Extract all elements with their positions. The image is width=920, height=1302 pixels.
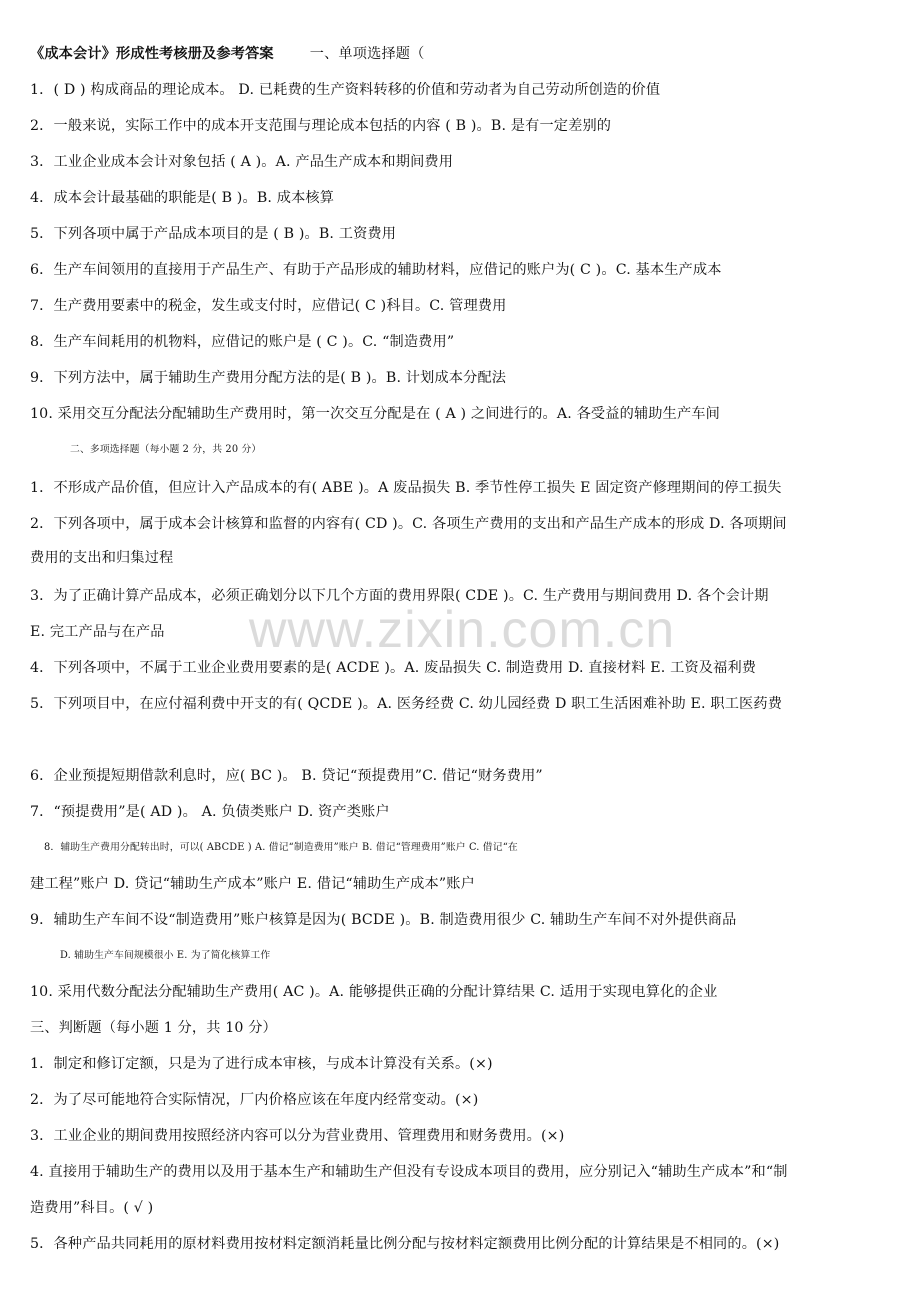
text-line: 5．下列项目中，在应付福利费中开支的有( QCDE )。A. 医务经费 C. 幼儿园经费 D 职工生活困难补助 E. 职工医药费 bbox=[30, 696, 783, 712]
text-line: 2．下列各项中，属于成本会计核算和监督的内容有( CD )。C. 各项生产费用的支出和产品生产成本的形成 D. 各项期间 bbox=[30, 516, 787, 532]
text-line: 6．生产车间领用的直接用于产品生产、有助于产品形成的辅助材料，应借记的账户为( C )。C. 基本生产成本 bbox=[30, 262, 722, 278]
text-line: 9．辅助生产车间不设“制造费用”账户核算是因为( BCDE )。B. 制造费用很少 C. 辅助生产车间不对外提供商品 bbox=[30, 912, 737, 928]
text-line: D. 辅助生产车间规模很小 E. 为了简化核算工作 bbox=[60, 950, 271, 961]
text-line: 2．为了尽可能地符合实际情况，厂内价格应该在年度内经常变动。(×) bbox=[30, 1092, 479, 1108]
text-line: 2．一般来说，实际工作中的成本开支范围与理论成本包括的内容 ( B )。B. 是有一定差别的 bbox=[30, 118, 612, 134]
text-line: 1．( D ) 构成商品的理论成本。 D. 已耗费的生产资料转移的价值和劳动者为自己劳动所创造的价值 bbox=[30, 82, 661, 98]
text-line: 4．成本会计最基础的职能是( B )。B. 成本核算 bbox=[30, 190, 335, 206]
text-line: 5．下列各项中属于产品成本项目的是 ( B )。B. 工资费用 bbox=[30, 226, 397, 242]
text-line: 10. 采用代数分配法分配辅助生产费用( AC )。A. 能够提供正确的分配计算结果 C. 适用于实现电算化的企业 bbox=[30, 984, 718, 1000]
section-heading-single-choice: 一、单项选择题（ bbox=[309, 46, 425, 62]
text-line: 5．各种产品共同耗用的原材料费用按材料定额消耗量比例分配与按材料定额费用比例分配的计算结果是不相同的。(×) bbox=[30, 1236, 780, 1252]
section-heading-multiple-choice: 二、多项选择题（每小题 2 分，共 20 分） bbox=[70, 444, 262, 455]
text-line: 8．辅助生产费用分配转出时，可以( ABCDE ) A. 借记“制造费用”账户 B. 借记“管理费用”账户 C. 借记“在 bbox=[44, 842, 518, 853]
watermark: www.zixin.com.cn bbox=[248, 601, 676, 659]
text-line: 费用的支出和归集过程 bbox=[30, 550, 174, 566]
text-line: 1．不形成产品价值，但应计入产品成本的有( ABE )。A 废品损失 B. 季节性停工损失 E 固定资产修理期间的停工损失 bbox=[30, 480, 782, 496]
section-heading-true-false: 三、判断题（每小题 1 分，共 10 分） bbox=[30, 1020, 277, 1036]
text-line: 建工程”账户 D. 贷记“辅助生产成本”账户 E. 借记“辅助生产成本”账户 bbox=[30, 876, 475, 892]
text-line: 7．“预提费用”是( AD )。 A. 负债类账户 D. 资产类账户 bbox=[30, 804, 390, 820]
text-line: 造费用”科目。( √ ) bbox=[30, 1200, 154, 1216]
text-line: 4. 直接用于辅助生产的费用以及用于基本生产和辅助生产但没有专设成本项目的费用，应分别记入“辅助生产成本”和“制 bbox=[30, 1164, 788, 1180]
document-title-line bbox=[30, 44, 900, 64]
text-line: 3．工业企业的期间费用按照经济内容可以分为营业费用、管理费用和财务费用。(×) bbox=[30, 1128, 565, 1144]
text-line: 3．为了正确计算产品成本，必须正确划分以下几个方面的费用界限( CDE )。C. 生产费用与期间费用 D. 各个会计期 bbox=[30, 588, 769, 604]
text-line: 10. 采用交互分配法分配辅助生产费用时，第一次交互分配是在 ( A ) 之间进行的。A. 各受益的辅助生产车间 bbox=[30, 406, 720, 422]
text-line: E. 完工产品与在产品 bbox=[30, 624, 165, 640]
text-line: 8．生产车间耗用的机物料，应借记的账户是 ( C )。C. “制造费用” bbox=[30, 334, 455, 350]
text-line: 6．企业预提短期借款利息时，应( BC )。 B. 贷记“预提费用”C. 借记“财务费用” bbox=[30, 768, 543, 784]
text-line: 4．下列各项中，不属于工业企业费用要素的是( ACDE )。A. 废品损失 C. 制造费用 D. 直接材料 E. 工资及福利费 bbox=[30, 660, 757, 676]
document-title: 《成本会计》形成性考核册及参考答案 bbox=[30, 46, 274, 62]
text-line: 1．制定和修订定额，只是为了进行成本审核，与成本计算没有关系。(×) bbox=[30, 1056, 493, 1072]
text-line: 7．生产费用要素中的税金，发生或支付时，应借记( C )科目。C. 管理费用 bbox=[30, 298, 507, 314]
text-line: 9．下列方法中，属于辅助生产费用分配方法的是( B )。B. 计划成本分配法 bbox=[30, 370, 507, 386]
text-line: 3．工业企业成本会计对象包括 ( A )。A. 产品生产成本和期间费用 bbox=[30, 154, 454, 170]
